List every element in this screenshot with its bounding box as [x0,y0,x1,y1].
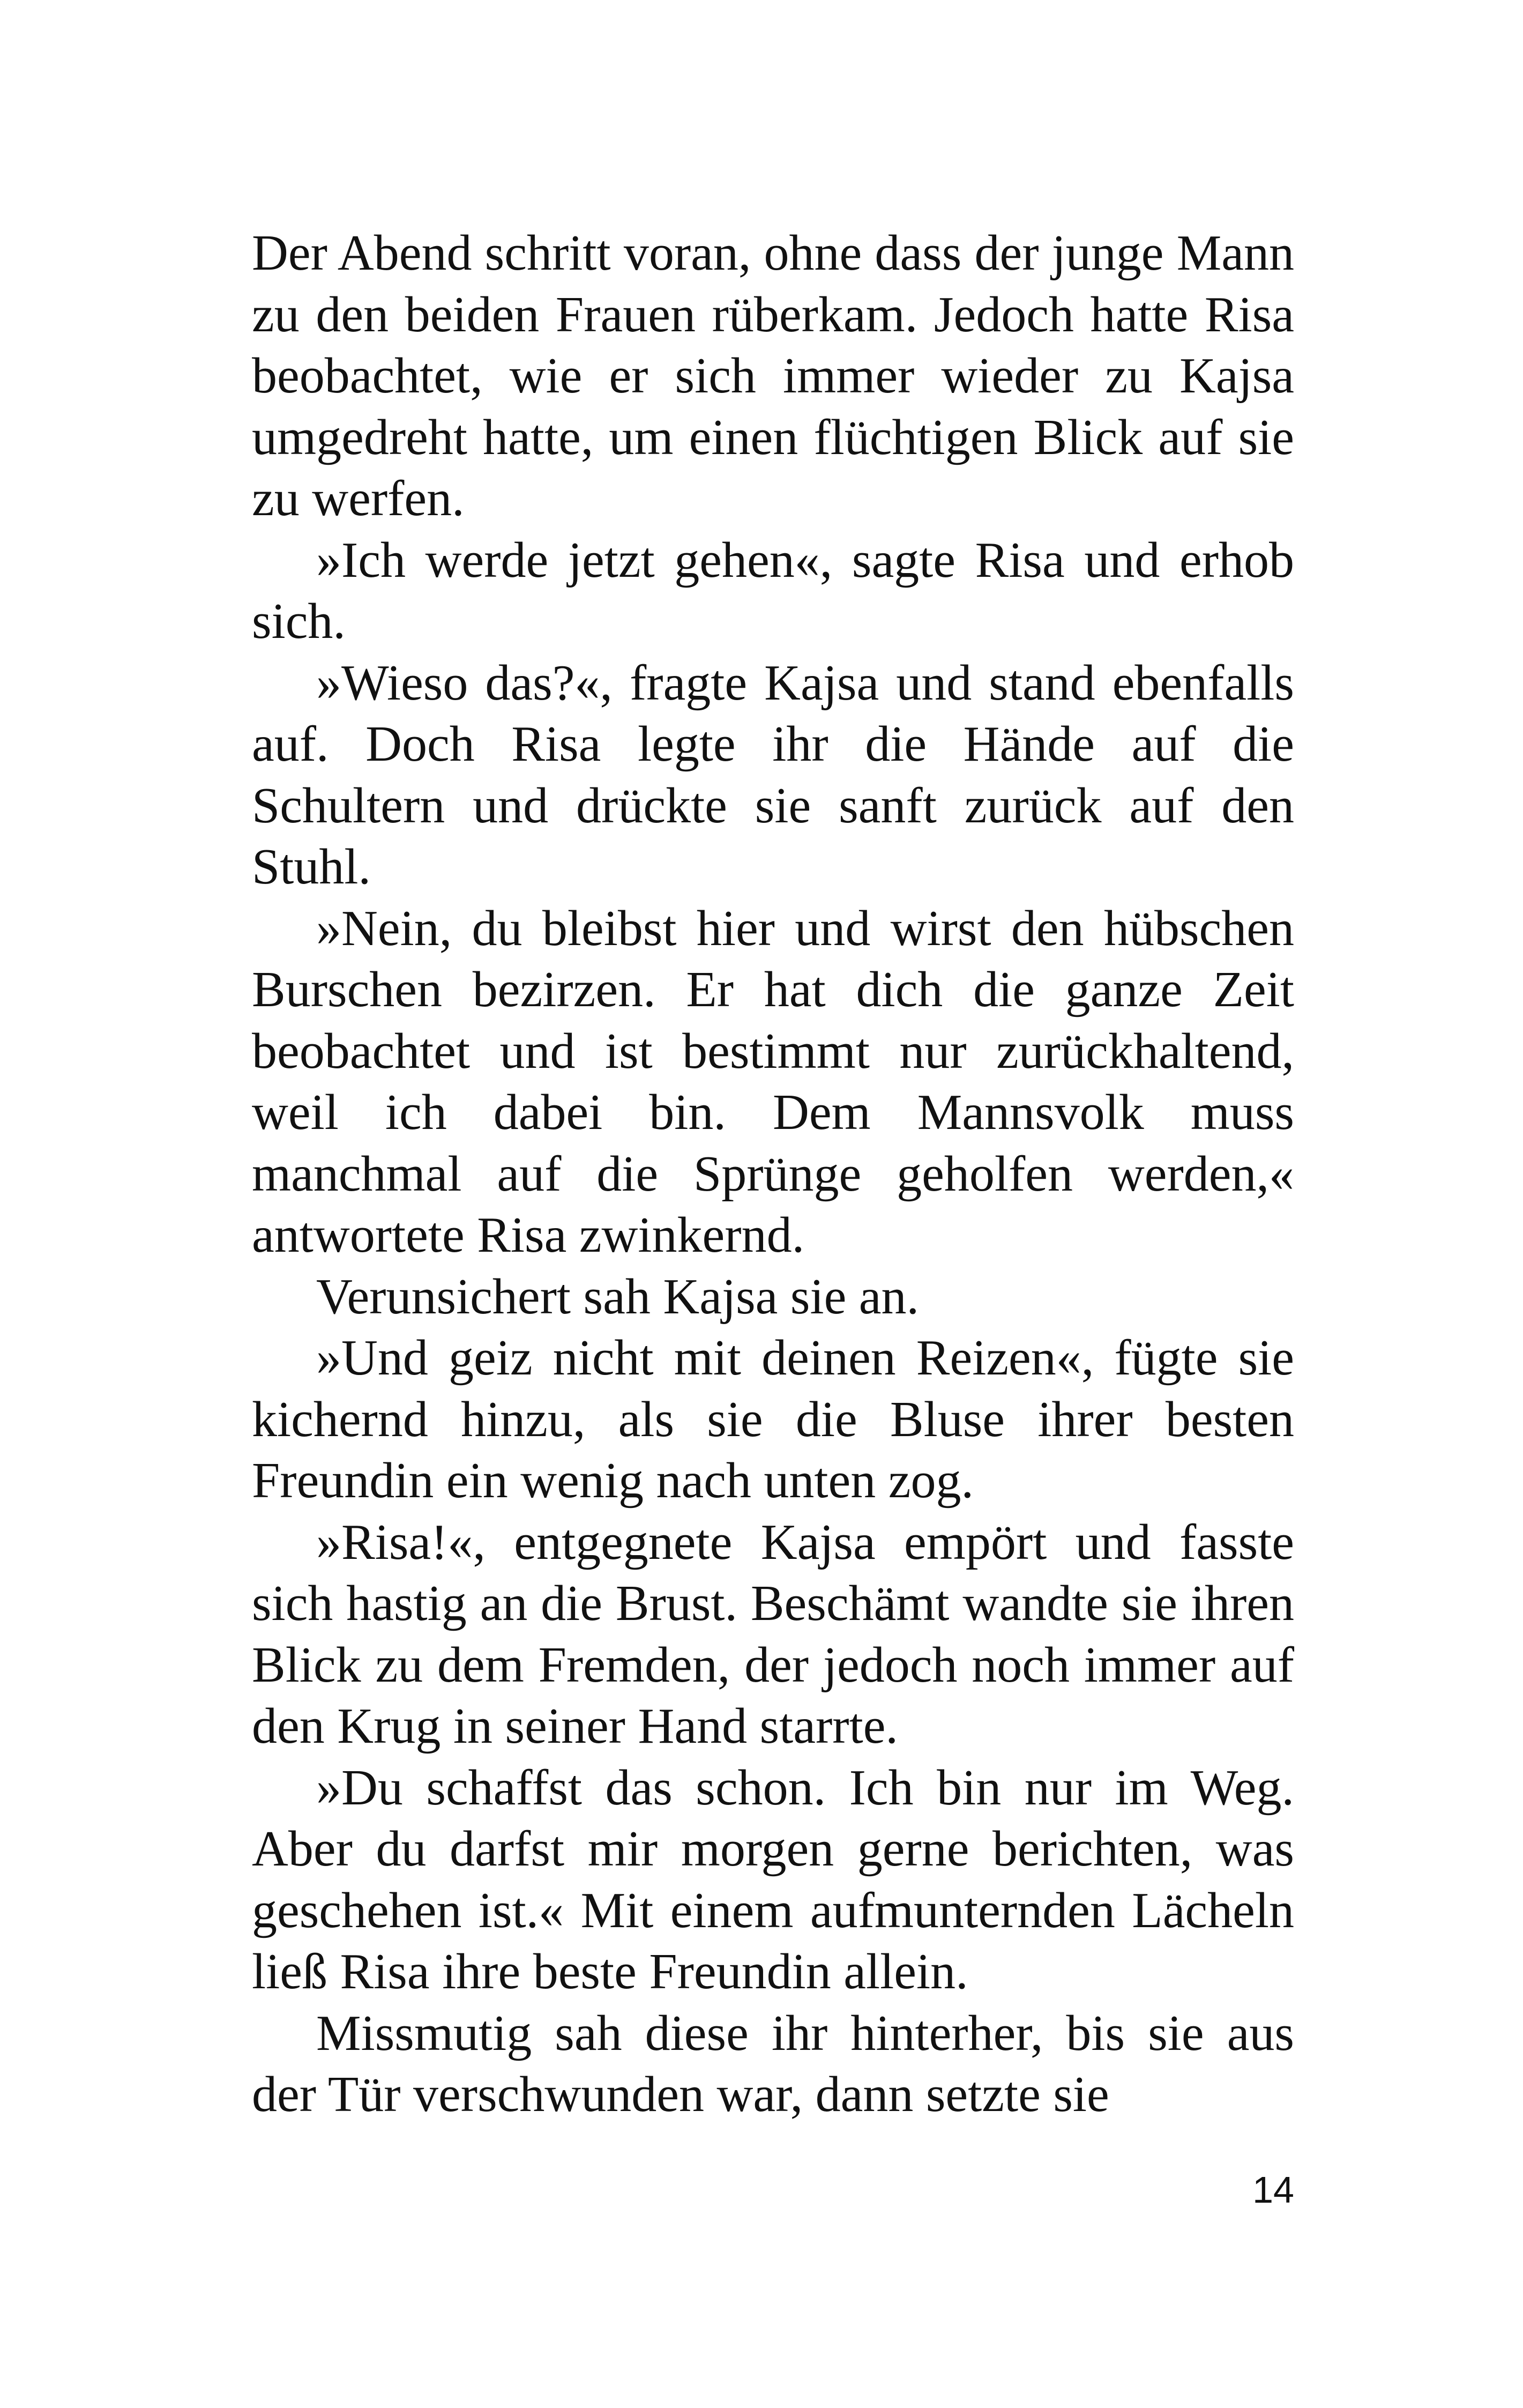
body-text [252,222,1294,2125]
page-number: 14 [1252,2169,1294,2211]
paragraph-4: »Nein, du bleibst hier und wirst den hübschen Burschen bezirzen. Er hat dich die ganze Zeit beobachtet und ist bestimmt nur zurückhaltend, weil ich dabei bin. Dem Mannsvolk muss manchmal auf die Sprünge geholfen werden,« antwortete Risa zwinkernd. [252,900,1294,1263]
paragraph-7: »Risa!«, entgegnete Kajsa empört und fasste sich hastig an die Brust. Beschämt wandte sie ihren Blick zu dem Fremden, der jedoch noch immer auf den Krug in seiner Hand starrte. [252,1514,1294,1754]
paragraph-6: »Und geiz nicht mit deinen Reizen«, fügte sie kichernd hinzu, als sie die Bluse ihrer besten Freundin ein wenig nach unten zog. [252,1330,1294,1508]
paragraph-1: Der Abend schritt voran, ohne dass der junge Mann zu den beiden Frauen rüberkam. Jedoch hatte Risa beobachtet, wie er sich immer wieder zu Kajsa umgedreht hatte, um einen flüchtigen Blick auf sie zu werfen. [252,225,1294,526]
paragraph-8: »Du schaffst das schon. Ich bin nur im Weg. Aber du darfst mir morgen gerne berichten, was geschehen ist.« Mit einem aufmunternden Lächeln ließ Risa ihre beste Freundin allein. [252,1759,1294,2000]
paragraph-2: »Ich werde jetzt gehen«, sagte Risa und erhob sich. [252,532,1294,649]
paragraph-5: Verunsichert sah Kajsa sie an. [316,1268,920,1325]
paragraph-3: »Wieso das?«, fragte Kajsa und stand ebenfalls auf. Doch Risa legte ihr die Hände auf die Schultern und drückte sie sanft zurück auf den Stuhl. [252,655,1294,895]
paragraph-9: Missmutig sah diese ihr hinterher, bis sie aus der Tür verschwunden war, dann setzte sie [252,2005,1294,2122]
